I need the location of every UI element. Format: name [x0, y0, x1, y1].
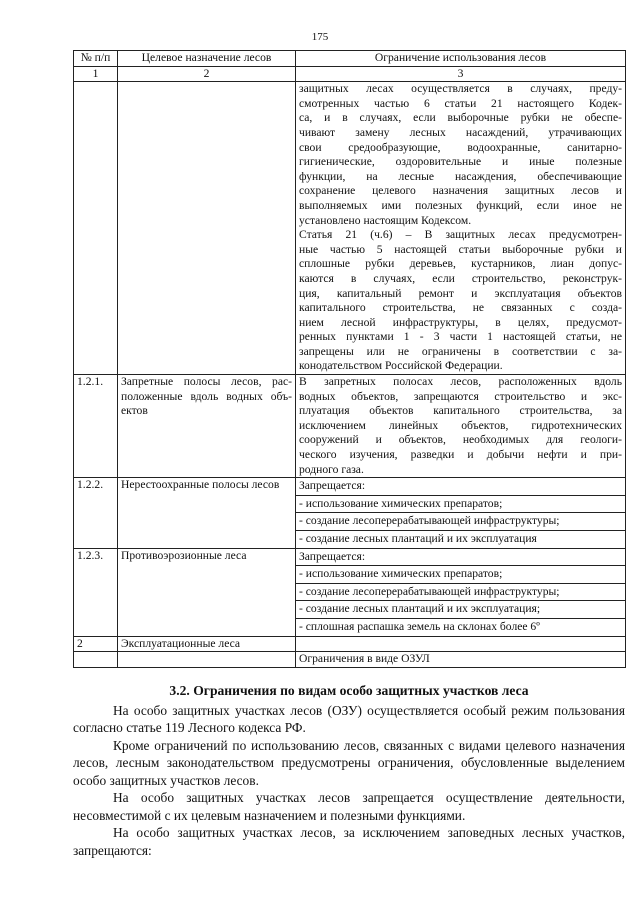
row-purpose	[118, 652, 296, 668]
section-3-2	[73, 682, 625, 859]
restriction-item: - создание лесных плантаций и их эксплуатация	[296, 530, 625, 548]
column-number-2: 2	[118, 66, 296, 82]
text-line: защитных лесах осуществляется в случаях, преду-	[299, 82, 622, 96]
table-row-1-2-3	[74, 548, 626, 636]
table-row-1-2-1	[74, 375, 626, 478]
row-purpose: Нерестоохранные полосы лесов	[118, 478, 296, 548]
text-line: конодательством Российской Федерации.	[299, 359, 503, 373]
row-number: 1.2.2.	[74, 478, 118, 548]
text-line: функции, на лесные насаждения, обеспечивающие	[299, 169, 622, 183]
text-line: ренных пунктами 1 - 3 части 1 настоящей статьи, не	[299, 330, 622, 344]
text-line: Запретные полосы лесов, рас-	[121, 375, 292, 389]
section-heading: 3.2. Ограничения по видам особо защитных участков леса	[169, 683, 529, 698]
text-line: плуатация объектов капитального строительства, за	[299, 404, 622, 418]
text-line: ектов	[121, 404, 148, 418]
table-row-continuation	[74, 82, 626, 375]
text-line: выполняемых ими полезных функций, если иное не	[299, 198, 622, 212]
text-line: родного газа.	[299, 462, 364, 476]
text-line: са, и в случаях, если выборочные рубки не обеспе-	[299, 111, 622, 125]
text-line: Статья 21 (ч.6) – В защитных лесах предусмотрен-	[299, 228, 622, 242]
row-restriction	[296, 548, 626, 636]
header-number: № п/п	[74, 51, 118, 67]
column-number-1: 1	[74, 66, 118, 82]
text-line: сохранение целевого назначения защитных лесов и	[299, 184, 622, 198]
text-line: положенные вдоль водных объ-	[121, 389, 292, 403]
text-line: нием лесной инфраструктуры, в целях, предусмот-	[299, 315, 622, 329]
page-number: 175	[311, 31, 329, 43]
paragraph: На особо защитных участках лесов запрещается осуществление деятельности, несовместимой с их целевым назначением и полезными функциями.	[73, 790, 625, 823]
row-purpose: Эксплуатационные леса	[118, 636, 296, 652]
text-line: сооружений и объектов, необходимых для геологи-	[299, 433, 622, 447]
text-line: гигиенические, оздоровительные и иные полезные	[299, 155, 622, 169]
table-row-1-2-2	[74, 478, 626, 548]
text-line: исключением линейных объектов, гидротехнических	[299, 418, 622, 432]
row-restriction: Ограничения в виде ОЗУЛ	[296, 652, 626, 668]
restriction-item: Запрещается:	[299, 479, 366, 493]
paragraph: На особо защитных участках лесов, за исключением заповедных лесных участков, запрещаются:	[73, 825, 625, 858]
restrictions-table	[73, 50, 626, 668]
restriction-item: - создание лесоперерабатывающей инфраструктуры;	[296, 583, 625, 601]
text-line: чивают замену лесных насаждений, утрачивающих	[299, 125, 622, 139]
row-restriction	[296, 478, 626, 548]
restriction-item: - создание лесоперерабатывающей инфраструктуры;	[296, 512, 625, 530]
column-number-3: 3	[296, 66, 626, 82]
column-numbers-row	[74, 66, 626, 82]
header-purpose: Целевое назначение лесов	[118, 51, 296, 67]
text-line: установлено настоящим Кодексом.	[299, 213, 472, 227]
text-line: сплошные рубки деревьев, кустарников, лиан допус-	[299, 257, 622, 271]
table-row-ozul	[74, 652, 626, 668]
table-row-2	[74, 636, 626, 652]
text-line: запрещены или не ограничены в соответствии с за-	[299, 344, 622, 358]
row-purpose: Противоэрозионные леса	[118, 548, 296, 636]
row-number: 1.2.1.	[74, 375, 118, 478]
restriction-item: - использование химических препаратов;	[296, 495, 625, 513]
row-purpose-cell	[118, 82, 296, 375]
text-line: ческого изучения, разведки и добычи нефти и при-	[299, 448, 622, 462]
table-header-row	[74, 51, 626, 67]
text-line: водных объектов, запрещаются строительство и экс-	[299, 389, 622, 403]
paragraph: Кроме ограничений по использованию лесов, связанных с видами целевого назначения лесов, лесным законодательством предусмотрены ограничения, обусловленные выделением особо защитных участков лесов.	[73, 737, 625, 788]
row-number: 2	[74, 636, 118, 652]
restriction-item: - использование химических препаратов;	[296, 565, 625, 583]
text-line: ция, капитальный ремонт и эксплуатация объектов	[299, 286, 622, 300]
row-number	[74, 652, 118, 668]
text-line: смотренных частью 6 статьи 21 настоящего Кодек-	[299, 96, 622, 110]
restriction-text	[296, 82, 626, 375]
text-line: свои средообразующие, водоохранные, санитарно-	[299, 140, 622, 154]
header-restriction: Ограничение использования лесов	[296, 51, 626, 67]
text-line: каются в случаях, если строительство, реконструк-	[299, 271, 622, 285]
restriction-item: Запрещается:	[299, 549, 366, 563]
restriction-item: - сплошная распашка земель на склонах более 6º	[296, 618, 625, 636]
restriction-item: - создание лесных плантаций и их эксплуатация;	[296, 600, 625, 618]
text-line: капитального строительства, не связанных с созда-	[299, 301, 622, 315]
text-line: В запретных полосах лесов, расположенных вдоль	[299, 375, 622, 389]
row-number-cell	[74, 82, 118, 375]
text-line: ные частью 5 настоящей статьи выборочные рубки и	[299, 242, 622, 256]
row-restriction	[296, 375, 626, 478]
row-number: 1.2.3.	[74, 548, 118, 636]
row-purpose	[118, 375, 296, 478]
row-restriction	[296, 636, 626, 652]
paragraph: На особо защитных участках лесов (ОЗУ) осуществляется особый режим пользования согласно статье 119 Лесного кодекса РФ.	[73, 702, 625, 735]
